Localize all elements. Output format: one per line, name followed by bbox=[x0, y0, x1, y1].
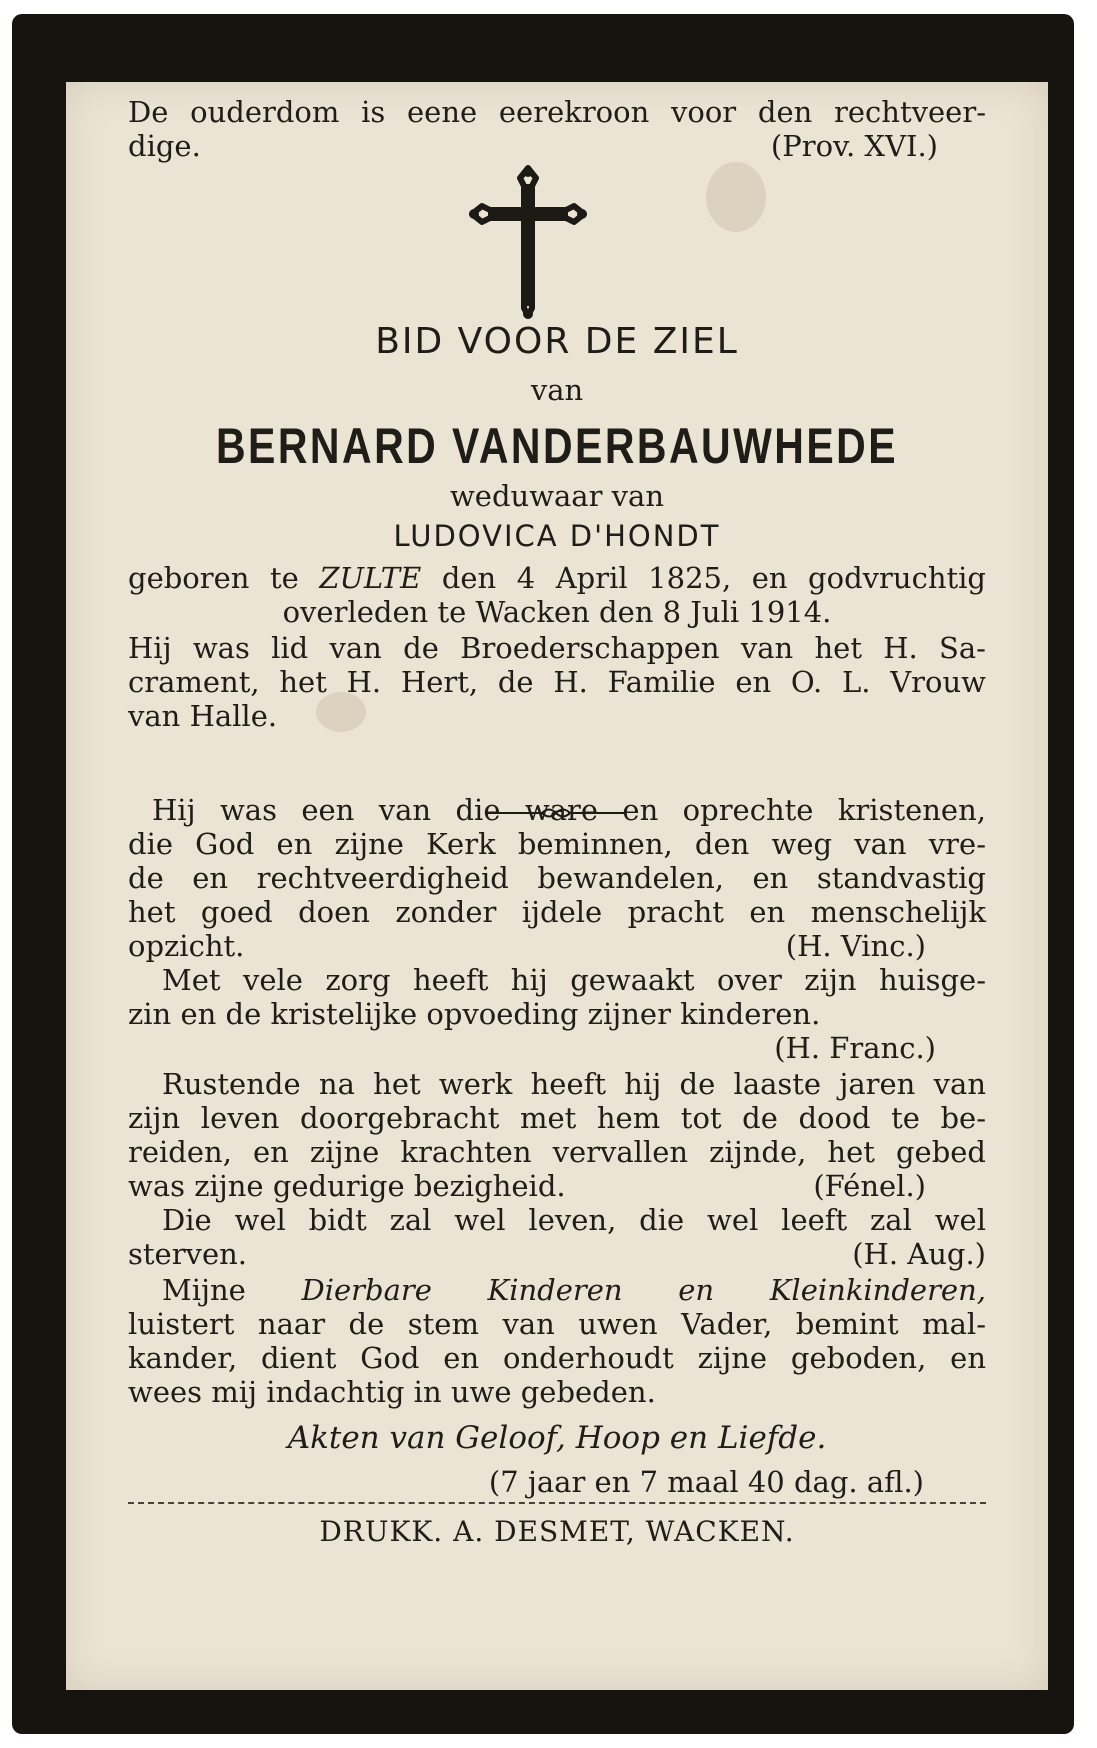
birth-place: ZULTE bbox=[319, 561, 422, 595]
paper-stain bbox=[706, 162, 766, 232]
membership-line: Hij was lid van de Broederschappen van het H. Sa- bbox=[128, 631, 986, 665]
body-line: Rustende na het werk heeft hij de laaste jaren van bbox=[162, 1067, 986, 1101]
motto-line-2 bbox=[128, 128, 986, 164]
body-line: Hij was een van die ware en oprechte kristenen, bbox=[152, 793, 986, 827]
body-line: die God en zijne Kerk beminnen, den weg van vre- bbox=[128, 827, 986, 861]
body-line-end: opzicht. bbox=[128, 929, 245, 963]
body-line: het goed doen zonder ijdele pracht en menschelijk bbox=[128, 895, 986, 929]
van-label: van bbox=[530, 373, 584, 407]
birth-suffix: den 4 April 1825, en godvruchtig bbox=[421, 561, 986, 595]
birth-prefix: geboren te bbox=[128, 561, 320, 595]
spouse-name: LUDOVICA D'HONDT bbox=[393, 519, 721, 553]
death-line: overleden te Wacken den 8 Juli 1914. bbox=[282, 595, 832, 629]
acts-line: Akten van Geloof, Hoop en Liefde. bbox=[287, 1420, 827, 1456]
body-line: luistert naar de stem van uwen Vader, bemint mal- bbox=[128, 1307, 986, 1341]
body-line: wees mij indachtig in uwe gebeden. bbox=[128, 1375, 656, 1409]
motto-source: (Prov. XVI.) bbox=[770, 129, 938, 163]
indulgence-line: (7 jaar en 7 maal 40 dag. afl.) bbox=[488, 1465, 924, 1499]
memorial-card bbox=[12, 14, 1074, 1734]
body-line bbox=[128, 928, 986, 964]
body-line: reiden, en zijne krachten vervallen zijnde, het gebed bbox=[128, 1135, 986, 1169]
body-line: Die wel bidt zal wel leven, die wel leeft zal wel bbox=[162, 1203, 986, 1237]
body-line: kander, dient God en onderhoudt zijne geboden, en bbox=[128, 1341, 986, 1375]
printer-credit: DRUKK. A. DESMET, WACKEN. bbox=[319, 1515, 795, 1548]
membership-line: crament, het H. Hert, de H. Familie en O. L. Vrouw bbox=[128, 665, 986, 699]
body-line bbox=[128, 1236, 986, 1272]
quote-source: (H. Aug.) bbox=[852, 1237, 986, 1271]
widower-label: weduwaar van bbox=[449, 479, 665, 513]
quote-source: (H. Franc.) bbox=[774, 1031, 936, 1065]
body-line: zijn leven doorgebracht met hem tot de dood te be- bbox=[128, 1101, 986, 1135]
body-line-end: sterven. bbox=[128, 1237, 248, 1271]
body-line: de en rechtveerdigheid bewandelen, en standvastig bbox=[128, 861, 986, 895]
quote-source: (H. Vinc.) bbox=[785, 929, 926, 963]
body-line: Met vele zorg heeft hij gewaakt over zijn huisge- bbox=[162, 963, 986, 997]
membership-line: van Halle. bbox=[128, 699, 278, 733]
card-paper bbox=[66, 82, 1048, 1690]
body-line bbox=[128, 1272, 986, 1308]
body-line-end: was zijne gedurige bezigheid. bbox=[128, 1169, 566, 1203]
body-line-italic: Dierbare Kinderen en Kleinkinderen, bbox=[301, 1273, 986, 1307]
body-line bbox=[128, 1168, 986, 1204]
motto-line-2-left: dige. bbox=[128, 129, 201, 163]
pray-heading: BID VOOR DE ZIEL bbox=[375, 321, 739, 362]
birth-line bbox=[128, 560, 986, 596]
motto-line-1: De ouderdom is eene eerekroon voor den rechtveer- bbox=[128, 95, 986, 129]
body-line: zin en de kristelijke opvoeding zijner kinderen. bbox=[128, 997, 821, 1031]
quote-source: (Fénel.) bbox=[813, 1169, 926, 1203]
latin-cross-icon bbox=[464, 162, 592, 322]
deceased-name: BERNARD VANDERBAUWHEDE bbox=[215, 418, 899, 474]
footer-rule bbox=[128, 1502, 986, 1504]
body-line-start: Mijne bbox=[162, 1273, 302, 1307]
